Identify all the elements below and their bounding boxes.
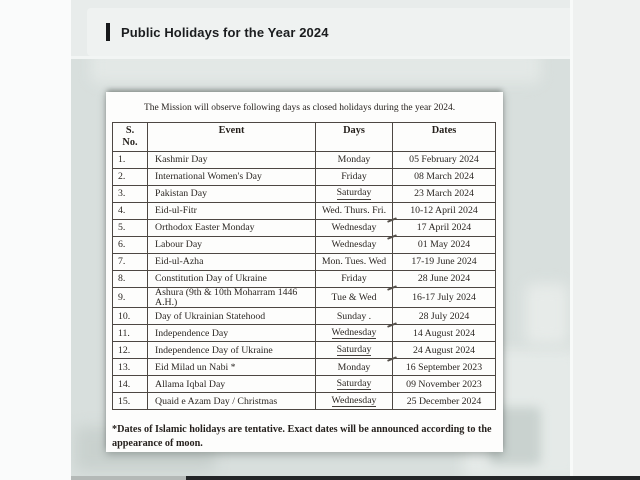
row-sno-cell-text: 3. xyxy=(118,187,126,199)
row-dates-cell-text: 08 March 2024 xyxy=(414,170,474,182)
document-intro-text: The Mission will observe following days as closed holidays during the year 2024. xyxy=(144,103,456,113)
row-dates-cell xyxy=(393,219,496,236)
row-days-cell xyxy=(316,168,393,185)
column-header-sno-line1: S. xyxy=(125,124,135,136)
article-image-area xyxy=(71,59,570,476)
row-dates-cell-text: 16-17 July 2024 xyxy=(412,291,476,303)
row-days-cell xyxy=(316,359,393,376)
row-event-cell xyxy=(148,168,316,185)
row-event-cell-text: Allama Iqbal Day xyxy=(155,378,226,390)
row-days-cell-text: Tue & Wed xyxy=(331,291,377,303)
row-days-cell xyxy=(316,253,393,270)
row-event-cell xyxy=(148,325,316,342)
bottom-edge-light xyxy=(71,476,186,480)
row-sno-cell xyxy=(113,325,148,342)
row-event-cell-text: Independence Day of Ukraine xyxy=(155,344,273,356)
bottom-edge-dark xyxy=(186,476,640,480)
table-row xyxy=(113,376,496,393)
row-sno-cell xyxy=(113,219,148,236)
row-event-cell-text: Orthodox Easter Monday xyxy=(155,221,255,233)
row-sno-cell xyxy=(113,236,148,253)
table-row xyxy=(113,236,496,253)
row-sno-cell xyxy=(113,253,148,270)
row-event-cell-text: Day of Ukrainian Statehood xyxy=(155,310,266,322)
row-dates-cell-text: 01 May 2024 xyxy=(417,238,471,250)
row-dates-cell-text: 05 February 2024 xyxy=(409,153,479,165)
row-sno-cell-text: 9. xyxy=(118,291,126,303)
row-event-cell-text: Eid-ul-Azha xyxy=(155,255,204,267)
row-days-cell xyxy=(316,151,393,168)
row-days-cell-text: Saturday xyxy=(336,377,372,389)
row-days-cell xyxy=(316,287,393,308)
row-sno-cell-text: 14. xyxy=(118,378,131,390)
row-days-cell xyxy=(316,270,393,287)
row-sno-cell-text: 13. xyxy=(118,361,131,373)
row-dates-cell xyxy=(393,376,496,393)
holidays-table xyxy=(112,122,496,411)
row-event-cell xyxy=(148,393,316,410)
table-row xyxy=(113,253,496,270)
row-days-cell-text: Friday xyxy=(341,272,367,284)
row-event-cell xyxy=(148,308,316,325)
column-header-event: Event xyxy=(148,122,316,151)
row-sno-cell-text: 10. xyxy=(118,310,131,322)
row-days-cell-text: Wednesday xyxy=(331,326,377,338)
column-header-sno-line2: No. xyxy=(122,137,138,149)
row-days-cell xyxy=(316,219,393,236)
document-footnote: *Dates of Islamic holidays are tentative. Exact dates will be announced according to the appearance of moon. xyxy=(112,424,492,449)
document-image xyxy=(106,92,503,452)
row-event-cell-text: Labour Day xyxy=(155,238,203,250)
table-row xyxy=(113,287,496,308)
row-event-cell-text: Eid-ul-Fitr xyxy=(155,204,197,216)
background-blur-blob xyxy=(91,59,541,83)
row-days-cell xyxy=(316,308,393,325)
row-days-cell xyxy=(316,342,393,359)
table-row xyxy=(113,308,496,325)
table-row xyxy=(113,168,496,185)
row-event-cell xyxy=(148,270,316,287)
row-event-cell-text: Quaid e Azam Day / Christmas xyxy=(155,395,278,407)
table-row xyxy=(113,270,496,287)
table-row xyxy=(113,359,496,376)
row-dates-cell xyxy=(393,202,496,219)
row-dates-cell-text: 17 April 2024 xyxy=(416,221,472,233)
row-event-cell xyxy=(148,151,316,168)
row-dates-cell xyxy=(393,253,496,270)
row-days-cell-text: Wednesday xyxy=(331,394,377,406)
row-event-cell xyxy=(148,342,316,359)
row-event-cell-text: Kashmir Day xyxy=(155,153,208,165)
row-dates-cell xyxy=(393,287,496,308)
row-event-cell xyxy=(148,287,316,308)
article-header xyxy=(87,8,570,56)
row-dates-cell-text: 09 November 2023 xyxy=(406,378,482,390)
column-header-sno xyxy=(113,122,148,151)
column-header-dates: Dates xyxy=(393,122,496,151)
row-sno-cell-text: 6. xyxy=(118,238,126,250)
table-row xyxy=(113,151,496,168)
background-blur-blob xyxy=(526,284,568,344)
row-event-cell-text: Ashura (9th & 10th Moharram 1446 A.H.) xyxy=(155,286,298,308)
column-header-days: Days xyxy=(316,122,393,151)
row-days-cell xyxy=(316,236,393,253)
row-days-cell-text: Wed. Thurs. Fri. xyxy=(321,204,387,216)
row-days-cell xyxy=(316,376,393,393)
row-sno-cell-text: 8. xyxy=(118,272,126,284)
row-days-cell xyxy=(316,185,393,202)
row-dates-cell xyxy=(393,308,496,325)
row-event-cell xyxy=(148,253,316,270)
row-days-cell-text: Mon. Tues. Wed xyxy=(321,255,387,267)
right-margin xyxy=(570,0,640,480)
row-event-cell xyxy=(148,202,316,219)
row-dates-cell-text: 28 July 2024 xyxy=(418,310,470,322)
row-dates-cell xyxy=(393,168,496,185)
row-event-cell-text: Pakistan Day xyxy=(155,187,207,199)
row-dates-cell-text: 14 August 2024 xyxy=(412,327,476,339)
row-dates-cell xyxy=(393,236,496,253)
row-dates-cell xyxy=(393,342,496,359)
row-dates-cell-text: 23 March 2024 xyxy=(414,187,474,199)
row-dates-cell xyxy=(393,359,496,376)
row-event-cell-text: Independence Day xyxy=(155,327,229,339)
row-event-cell-text: Eid Milad un Nabi * xyxy=(155,361,236,373)
row-days-cell xyxy=(316,393,393,410)
table-row xyxy=(113,185,496,202)
row-event-cell-text: Constitution Day of Ukraine xyxy=(155,272,267,284)
row-sno-cell xyxy=(113,376,148,393)
row-sno-cell xyxy=(113,185,148,202)
row-dates-cell xyxy=(393,151,496,168)
row-sno-cell xyxy=(113,202,148,219)
table-row xyxy=(113,202,496,219)
row-days-cell-text: Wednesday xyxy=(331,221,377,233)
row-sno-cell xyxy=(113,342,148,359)
page-title: Public Holidays for the Year 2024 xyxy=(121,24,329,40)
row-dates-cell xyxy=(393,185,496,202)
row-sno-cell-text: 2. xyxy=(118,170,126,182)
row-days-cell-text: Monday xyxy=(337,153,371,165)
row-sno-cell-text: 5. xyxy=(118,221,126,233)
row-sno-cell xyxy=(113,308,148,325)
title-accent-bar-icon xyxy=(106,23,110,41)
holidays-table-body xyxy=(113,151,496,410)
row-sno-cell-text: 12. xyxy=(118,344,131,356)
row-sno-cell-text: 1. xyxy=(118,153,126,165)
row-sno-cell xyxy=(113,359,148,376)
table-row xyxy=(113,393,496,410)
row-event-cell xyxy=(148,185,316,202)
row-event-cell xyxy=(148,236,316,253)
row-days-cell-text: Monday xyxy=(337,361,371,373)
row-sno-cell xyxy=(113,151,148,168)
row-days-cell-text: Wednesday xyxy=(331,238,377,250)
row-dates-cell xyxy=(393,393,496,410)
row-sno-cell xyxy=(113,393,148,410)
row-dates-cell-text: 16 September 2023 xyxy=(405,361,483,373)
row-dates-cell xyxy=(393,325,496,342)
row-days-cell-text: Saturday xyxy=(336,186,372,198)
row-sno-cell-text: 7. xyxy=(118,255,126,267)
header-row xyxy=(113,122,496,151)
row-dates-cell-text: 24 August 2024 xyxy=(412,344,476,356)
row-dates-cell-text: 17-19 June 2024 xyxy=(411,255,477,267)
row-event-cell xyxy=(148,376,316,393)
left-margin xyxy=(0,0,71,480)
content-column xyxy=(71,0,570,480)
row-days-cell-text: Saturday xyxy=(336,343,372,355)
row-event-cell-text: International Women's Day xyxy=(155,170,262,182)
row-days-cell xyxy=(316,202,393,219)
table-row xyxy=(113,325,496,342)
row-dates-cell-text: 28 June 2024 xyxy=(417,272,471,284)
table-row xyxy=(113,219,496,236)
row-sno-cell xyxy=(113,270,148,287)
row-sno-cell-text: 4. xyxy=(118,204,126,216)
row-dates-cell-text: 25 December 2024 xyxy=(406,395,482,407)
row-days-cell xyxy=(316,325,393,342)
row-days-cell-text: Friday xyxy=(341,170,367,182)
row-sno-cell-text: 15. xyxy=(118,395,131,407)
row-days-cell-text: Sunday . xyxy=(336,310,372,322)
table-row xyxy=(113,342,496,359)
row-sno-cell-text: 11. xyxy=(118,327,130,339)
row-event-cell xyxy=(148,219,316,236)
row-sno-cell xyxy=(113,168,148,185)
row-sno-cell xyxy=(113,287,148,308)
row-event-cell xyxy=(148,359,316,376)
holidays-table-header xyxy=(113,122,496,151)
row-dates-cell xyxy=(393,270,496,287)
row-dates-cell-text: 10-12 April 2024 xyxy=(410,204,478,216)
